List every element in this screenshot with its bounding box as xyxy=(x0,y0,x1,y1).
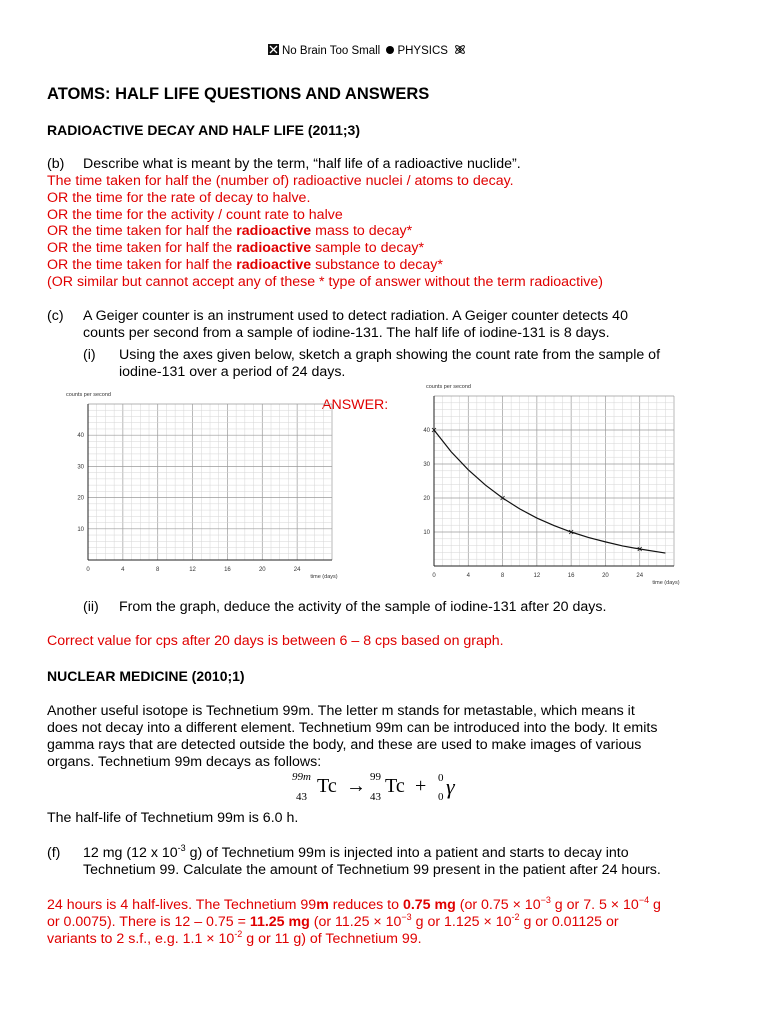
answer-b-post: mass to decay* xyxy=(311,223,413,240)
answer-f-l1-exp2: −4 xyxy=(638,895,650,905)
half-life-text: The half-life of Technetium 99m is 6.0 h. xyxy=(47,810,299,826)
header-right-text: PHYSICS xyxy=(397,45,448,57)
answer-f-l1-exp1: −3 xyxy=(540,895,551,905)
answer-b-pre: (OR similar but cannot accept any of these * type of answer without the term radioactive) xyxy=(47,273,603,290)
answer-f-line2 xyxy=(47,914,619,931)
answer-b-line xyxy=(47,274,603,291)
answer-b-pre: The time taken for half the (number of) radioactive nuclei / atoms to decay. xyxy=(47,173,514,189)
question-f-line1 xyxy=(83,845,629,862)
x-tick-label: 16 xyxy=(224,567,231,573)
answer-f-075mg: 0.75 mg xyxy=(402,897,456,913)
answer-b-bold: radioactive xyxy=(236,257,312,273)
daughter-z: 43 xyxy=(370,791,381,803)
page-title: ATOMS: HALF LIFE QUESTIONS AND ANSWERS xyxy=(47,85,430,103)
decay-curve xyxy=(434,430,665,553)
answer-label: ANSWER: xyxy=(322,397,389,413)
question-ci-label: (i) xyxy=(83,347,96,363)
answer-f-l1a: 24 hours is 4 half-lives. The Technetium 99 xyxy=(47,897,317,913)
answer-f-l2b: (or 11.25 × 10 xyxy=(309,914,402,930)
blank-graph xyxy=(60,392,338,584)
y-axis-label: counts per second xyxy=(426,384,471,390)
question-f-line1-b: g) of Technetium 99m is injected into a patient and starts to decay into xyxy=(185,845,629,861)
answer-f-l3b: g or 11 g) of Technetium 99. xyxy=(242,931,422,947)
section-heading-decay: RADIOACTIVE DECAY AND HALF LIFE (2011;3) xyxy=(47,122,360,138)
y-axis-label: counts per second xyxy=(66,392,111,398)
para-line-1: Another useful isotope is Technetium 99m. The letter m stands for metastable, which means it xyxy=(47,703,635,719)
x-tick-label: 12 xyxy=(533,573,541,579)
para-line-4: organs. Technetium 99m decays as follows: xyxy=(47,754,322,770)
y-tick-label: 30 xyxy=(77,464,84,471)
answer-b-pre: OR the time taken for half the xyxy=(47,257,237,273)
atom-icon xyxy=(454,44,466,55)
answer-b-line xyxy=(47,223,412,240)
plus-sign: + xyxy=(415,775,427,797)
answer-f-l2-exp1: −3 xyxy=(401,912,412,922)
answer-f-l2-exp2: -2 xyxy=(511,912,520,922)
gamma-bottom: 0 xyxy=(438,791,444,803)
answer-f-l2d: g or 0.01125 or xyxy=(519,914,619,930)
x-tick-label: 8 xyxy=(156,567,160,573)
question-ci-line2: iodine-131 over a period of 24 days. xyxy=(119,364,346,380)
gamma-top: 0 xyxy=(438,772,444,784)
x-tick-label: 24 xyxy=(293,567,301,573)
question-f-exp: -3 xyxy=(177,843,186,853)
x-tick-label: 16 xyxy=(567,573,575,579)
x-tick-label: 4 xyxy=(466,573,470,579)
x-tick-label: 0 xyxy=(86,567,90,573)
parent-mass: 99m xyxy=(292,771,311,783)
y-tick-label: 20 xyxy=(77,495,84,502)
parent-z: 43 xyxy=(296,791,307,803)
answer-b-line xyxy=(47,207,343,224)
answer-f-l1d: g or 7. 5 × 10 xyxy=(550,897,639,913)
arrow: → xyxy=(346,775,366,797)
y-tick-label: 40 xyxy=(423,428,430,434)
answer-f-l1b: reduces to xyxy=(328,897,403,913)
x-tick-label: 12 xyxy=(189,567,196,573)
y-tick-label: 30 xyxy=(423,462,430,468)
x-axis-label: time (days) xyxy=(310,574,338,580)
answer-b-line xyxy=(47,190,310,207)
question-ci-line1: Using the axes given below, sketch a graph showing the count rate from the sample of xyxy=(119,347,661,363)
answer-f-l2a: or 0.0075). There is 12 – 0.75 = xyxy=(47,914,250,930)
answer-b-post: sample to decay* xyxy=(311,240,424,257)
answer-f-l2c: g or 1.125 × 10 xyxy=(411,914,512,930)
answer-f-line1 xyxy=(47,897,661,914)
answer-b-bold: radioactive xyxy=(236,240,312,257)
question-f-line1-a: 12 mg (12 x 10 xyxy=(83,845,178,861)
x-tick-label: 0 xyxy=(432,573,436,579)
answer-b-line xyxy=(47,257,443,274)
x-tick-label: 24 xyxy=(636,573,644,579)
question-cii-text: From the graph, deduce the activity of the sample of iodine-131 after 20 days. xyxy=(119,599,607,615)
page-header xyxy=(268,43,466,60)
x-axis-label: time (days) xyxy=(652,580,680,586)
daughter-symbol: Tc xyxy=(385,775,405,797)
question-f-label: (f) xyxy=(47,845,61,861)
y-tick-label: 40 xyxy=(77,433,84,440)
question-c-line2: counts per second from a sample of iodine-131. The half life of iodine-131 is 8 days. xyxy=(83,325,610,341)
answer-graph xyxy=(408,386,678,586)
answer-b-post: substance to decay* xyxy=(311,257,443,273)
answer-b-pre: OR the time taken for half the xyxy=(47,240,237,257)
y-tick-label: 10 xyxy=(423,530,430,536)
answer-f-line3 xyxy=(47,931,422,948)
question-c-line1: A Geiger counter is an instrument used to detect radiation. A Geiger counter detects 40 xyxy=(83,308,628,324)
header-left-text: No Brain Too Small xyxy=(282,45,381,57)
x-tick-label: 4 xyxy=(121,567,125,573)
logo-icon xyxy=(268,44,279,55)
answer-cii: Correct value for cps after 20 days is between 6 – 8 cps based on graph. xyxy=(47,633,504,649)
answer-b-bold: radioactive xyxy=(236,223,312,240)
y-tick-label: 10 xyxy=(77,526,84,533)
daughter-mass: 99 xyxy=(370,771,381,783)
x-tick-label: 20 xyxy=(258,567,266,573)
answer-b-line xyxy=(47,173,514,190)
answer-b-pre: OR the time for the rate of decay to halve. xyxy=(47,189,311,206)
question-c-label: (c) xyxy=(47,308,64,324)
answer-f-l3a: variants to 2 s.f., e.g. 1.1 × 10 xyxy=(47,931,235,947)
answer-f-l1e: g xyxy=(649,897,661,913)
answer-b-line xyxy=(47,240,424,257)
question-b-text: Describe what is meant by the term, “half life of a radioactive nuclide”. xyxy=(83,156,521,172)
answer-f-1125mg: 11.25 mg xyxy=(249,914,310,930)
gamma-symbol: γ xyxy=(446,774,455,799)
answer-f-l3-exp: -2 xyxy=(234,929,243,939)
decay-equation xyxy=(290,771,490,807)
bullet-icon xyxy=(386,46,394,54)
para-line-3: gamma rays that are detected outside the body, and these are used to make images of various xyxy=(47,737,642,753)
question-f-line2: Technetium 99. Calculate the amount of Technetium 99 present in the patient after 24 hours. xyxy=(83,862,661,878)
para-line-2: does not decay into a different element. Technetium 99m can be introduced into the body. It emits xyxy=(47,720,658,736)
answer-f-m: m xyxy=(316,897,329,913)
question-b-label: (b) xyxy=(47,156,65,172)
answer-b-pre: OR the time for the activity / count rate to halve xyxy=(47,206,343,223)
y-tick-label: 20 xyxy=(423,496,430,502)
x-tick-label: 20 xyxy=(602,573,609,579)
parent-symbol: Tc xyxy=(317,775,337,797)
x-tick-label: 8 xyxy=(500,573,505,579)
section-heading-medicine: NUCLEAR MEDICINE (2010;1) xyxy=(47,668,245,684)
question-cii-label: (ii) xyxy=(83,599,99,615)
answer-b-pre: OR the time taken for half the xyxy=(47,223,237,240)
answer-f-l1c: (or 0.75 × 10 xyxy=(455,897,541,913)
